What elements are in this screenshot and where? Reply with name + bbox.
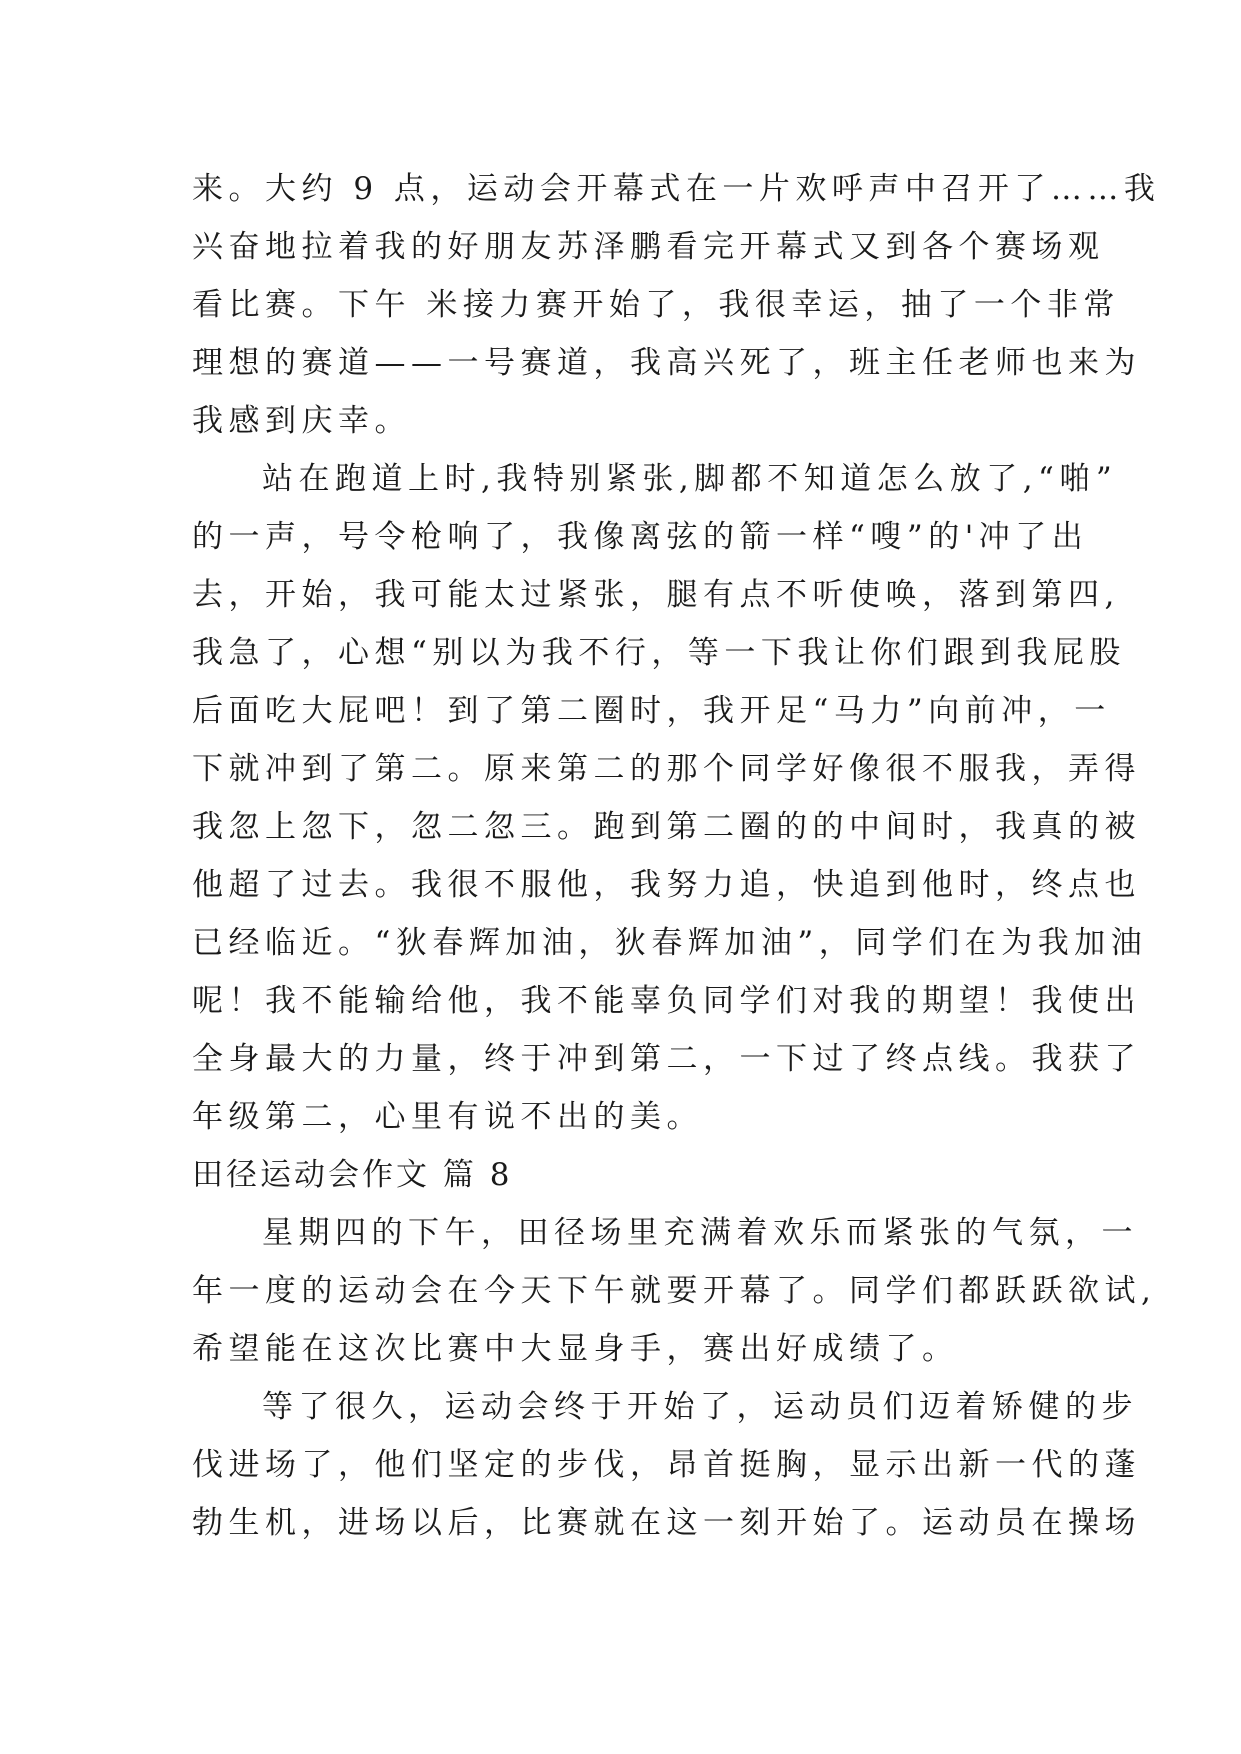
text-line: 已经临近。“狄春辉加油，狄春辉加油”，同学们在为我加油	[192, 925, 1148, 961]
paragraph-first-line: 等了很久，运动会终于开始了，运动员们迈着矫健的步	[262, 1389, 1138, 1425]
text-line: 下就冲到了第二。原来第二的那个同学好像很不服我，弄得	[192, 751, 1141, 787]
text-line: 理想的赛道——一号赛道，我高兴死了，班主任老师也来为	[192, 345, 1141, 381]
text-line: 的一声，号令枪响了，我像离弦的箭一样“嗖”的'冲了出	[192, 519, 1089, 555]
paragraph-first-line: 星期四的下午，田径场里充满着欢乐而紧张的气氛，一	[262, 1215, 1138, 1251]
text-line: 看比赛。下午 米接力赛开始了，我很幸运，抽了一个非常	[192, 287, 1120, 323]
text-line: 来。大约 9 点，运动会开幕式在一片欢呼声中召开了……我	[192, 171, 1161, 207]
text-line: 希望能在这次比赛中大显身手，赛出好成绩了。	[192, 1331, 959, 1367]
text-line: 后面吃大屁吧！到了第二圈时，我开足“马力”向前冲，一	[192, 693, 1111, 729]
text-line: 他超了过去。我很不服他，我努力追，快追到他时，终点也	[192, 867, 1141, 903]
document-body	[192, 160, 1161, 1552]
text-line: 全身最大的力量，终于冲到第二，一下过了终点线。我获了	[192, 1041, 1141, 1077]
paragraph-first-line: 站在跑道上时,我特别紧张,脚都不知道怎么放了,“啪”	[262, 461, 1118, 497]
text-line: 我急了，心想“别以为我不行，等一下我让你们跟到我屁股	[192, 635, 1126, 671]
section-heading: 田径运动会作文 篇 8	[192, 1157, 513, 1193]
text-line: 兴奋地拉着我的好朋友苏泽鹏看完开幕式又到各个赛场观	[192, 229, 1105, 265]
text-line: 去，开始，我可能太过紧张，腿有点不听使唤，落到第四,	[192, 577, 1120, 613]
text-line: 呢！我不能输给他，我不能辜负同学们对我的期望！我使出	[192, 983, 1141, 1019]
text-line: 我感到庆幸。	[192, 403, 411, 439]
text-line: 年级第二，心里有说不出的美。	[192, 1099, 703, 1135]
text-line: 年一度的运动会在今天下午就要开幕了。同学们都跃跃欲试,	[192, 1273, 1157, 1309]
text-line: 勃生机，进场以后，比赛就在这一刻开始了。运动员在操场	[192, 1505, 1141, 1541]
text-line: 我忽上忽下，忽二忽三。跑到第二圈的的中间时，我真的被	[192, 809, 1141, 845]
text-line: 伐进场了，他们坚定的步伐，昂首挺胸，显示出新一代的蓬	[192, 1447, 1141, 1483]
